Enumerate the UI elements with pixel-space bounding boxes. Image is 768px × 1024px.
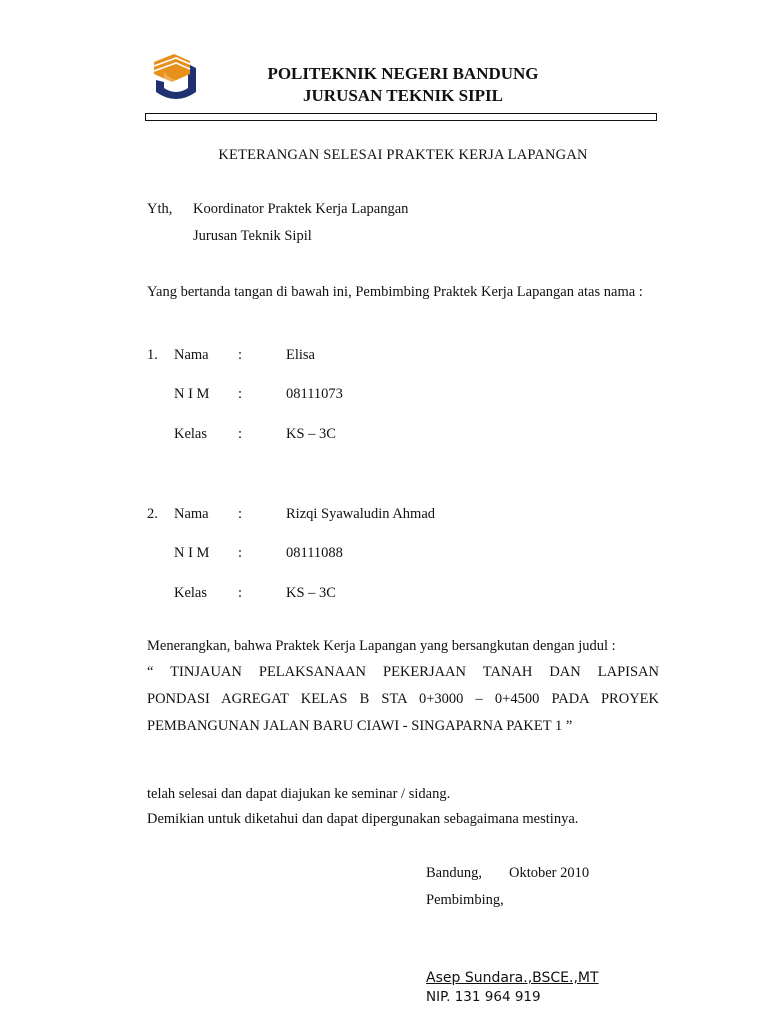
header-rule bbox=[145, 113, 657, 121]
signature-date: Oktober 2010 bbox=[509, 865, 590, 881]
field-colon: : bbox=[238, 347, 243, 363]
field-label: Kelas bbox=[174, 585, 208, 601]
institution-name: POLITEKNIK NEGERI BANDUNG bbox=[267, 64, 539, 83]
field-colon: : bbox=[238, 585, 243, 601]
field-value: Elisa bbox=[286, 347, 315, 363]
signatory-nip: NIP. 131 964 919 bbox=[426, 989, 541, 1005]
field-label: Nama bbox=[174, 347, 209, 363]
field-label: Nama bbox=[174, 506, 209, 522]
intro-text: Yang bertanda tangan di bawah ini, Pembimbing Praktek Kerja Lapangan atas nama : bbox=[147, 284, 643, 300]
student-number: 2. bbox=[147, 506, 158, 522]
field-label: N I M bbox=[174, 545, 210, 561]
field-colon: : bbox=[238, 386, 243, 402]
field-colon: : bbox=[238, 545, 243, 561]
student-number: 1. bbox=[147, 347, 158, 363]
field-label: Kelas bbox=[174, 426, 208, 442]
field-value: KS – 3C bbox=[286, 585, 336, 601]
recipient-line-2: Jurusan Teknik Sipil bbox=[193, 228, 312, 244]
thesis-title-line: “ TINJAUAN PELAKSANAAN PEKERJAAN TANAH DAN LAPISAN bbox=[147, 664, 659, 680]
intro-paragraph bbox=[147, 279, 659, 305]
signatory-name: Asep Sundara.,BSCE.,MT bbox=[426, 970, 599, 986]
field-value: Rizqi Syawaludin Ahmad bbox=[286, 506, 436, 522]
field-label: N I M bbox=[174, 386, 210, 402]
recipient-label: Yth, bbox=[147, 201, 173, 217]
field-value: 08111088 bbox=[286, 545, 343, 561]
closing-line-2: Demikian untuk diketahui dan dapat dipergunakan sebagaimana mestinya. bbox=[147, 811, 579, 827]
closing-line-1: telah selesai dan dapat diajukan ke seminar / sidang. bbox=[147, 786, 451, 802]
signature-role: Pembimbing, bbox=[426, 892, 504, 908]
thesis-title-line: PONDASI AGREGAT KELAS B STA 0+3000 – 0+4500 PADA PROYEK bbox=[147, 691, 659, 707]
thesis-title-line: PEMBANGUNAN JALAN BARU CIAWI - SINGAPARNA PAKET 1 ” bbox=[147, 718, 573, 734]
statement-lead: Menerangkan, bahwa Praktek Kerja Lapangan yang bersangkutan dengan judul : bbox=[147, 638, 616, 654]
department-name: JURUSAN TEKNIK SIPIL bbox=[303, 86, 503, 105]
field-value: KS – 3C bbox=[286, 426, 336, 442]
field-colon: : bbox=[238, 506, 243, 522]
signature-place: Bandung, bbox=[426, 865, 482, 881]
field-value: 08111073 bbox=[286, 386, 343, 402]
document-title: KETERANGAN SELESAI PRAKTEK KERJA LAPANGAN bbox=[218, 147, 588, 163]
logo-orange-block bbox=[154, 54, 190, 82]
field-colon: : bbox=[238, 426, 243, 442]
recipient-line-1: Koordinator Praktek Kerja Lapangan bbox=[193, 201, 409, 217]
